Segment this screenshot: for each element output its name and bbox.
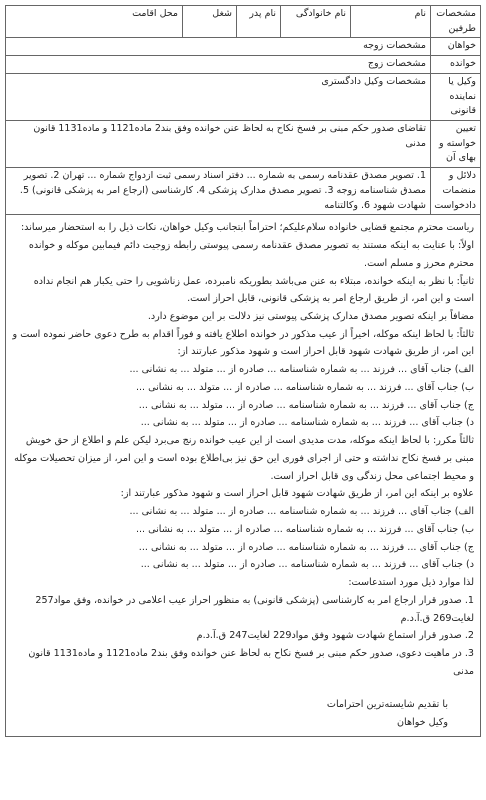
plaintiff-row [6,38,481,56]
witness-line: الف) جناب آقای ... فرزند ... به شماره شناسنامه ... صادره از ... متولد ... به نشانی ... [129,364,474,376]
closing-text: با تقدیم شایسته‌ترین احترامات [326,699,448,711]
signature-block [12,696,474,731]
signature-text: وکیل خواهان [397,717,448,729]
request-2: 2. صدور قرار استماع شهادت شهود وفق مواد229 لغایت247 ق.آ.د.م [196,630,474,642]
attorney-row [6,73,481,120]
witness-line: ج) جناب آقای ... فرزند ... به شماره شناسنامه ... صادره از ... متولد ... به نشانی ... [138,541,474,553]
requests-heading: لذا موارد ذیل مورد استدعاست: [348,577,474,589]
paragraph-5: ثالثاً مکرر: با لحاظ اینکه موکله، مدت مدیدی است از این عیب خوانده رنج می‌برد لیکن علم و اطلاع از حق خویش مبنی بر فسخ نکاح نداشته و حتی از اجرای فوری این حق نیز بی‌اطلاع بوده است و این امر، از میزان تحصیلات موکله و محیط اجتماعی محل زندگی وی قابل احراز است. [14,435,474,482]
paragraph-4: ثالثاً: با لحاظ اینکه موکله، اخیراً از عیب مذکور در خوانده اطلاع یافته و فوراً اقدام به طرح دعوی حاضر نموده است و این امر، از طریق شهادت شهود قابل احراز است و شهود مذکور عبارتند از: [12,328,474,358]
plaintiff-label: خواهان [431,38,481,56]
col-father-name: نام پدر [237,6,281,38]
request-3: 3. در ماهیت دعوی، صدور حکم مبنی بر فسخ نکاح به لحاظ عنن خوانده وفق بند2 ماده1121 و ماده1131 قانون مدنی [28,647,474,677]
claim-row [6,121,481,168]
evidence-label: دلائل و منضمات دادخواست [431,168,481,215]
paragraph-1: اولاً: با عنایت به اینکه مستند به تصویر مصدق عقدنامه رسمی پیوستی رابطه زوجیت دائم فیمابین موکله و خوانده محترم محرز و مسلم است. [28,240,474,269]
witness-line: د) جناب آقای ... فرزند ... به شماره شناسنامه ... صادره از ... متولد ... به نشانی ... [140,417,474,429]
petition-body [6,215,481,737]
evidence-value: 1. تصویر مصدق عقدنامه رسمی به شماره ... دفتر اسناد رسمی ثبت ازدواج شماره ... تهران 2. تصویر مصدق شناسنامه زوجه 3. تصویر مصدق مدارک پزشکی 4. کارشناسی (ارجاع امر به پزشکی قانونی) 5. شهادت شهود 6. وکالتنامه [6,168,431,215]
paragraph-6: علاوه بر اینکه این امر، از طریق شهادت شهود قابل احراز است و شهود مذکور عبارتند از: [120,488,474,500]
col-residence: محل اقامت [6,6,183,38]
col-last-name: نام خانوادگی [281,6,351,38]
parties-label: مشخصات طرفین [431,6,481,38]
parties-row [6,6,481,38]
paragraph-2: ثانیاً: با نظر به اینکه خوانده، مبتلاء به عنن می‌باشد بطوریکه نامبرده، عمل زناشویی را حتی یکبار هم انجام نداده است و این امر، از طریق ارجاع امر به پزشکی قانونی، قابل احراز است. [33,275,474,305]
plaintiff-value: مشخصات زوجه [6,38,431,56]
col-first-name: نام [351,6,431,38]
claim-value: تقاضای صدور حکم مبنی بر فسخ نکاح به لحاظ عنن خوانده وفق بند2 ماده1121 و ماده1131 قانون مدنی [6,121,431,168]
witness-line: ج) جناب آقای ... فرزند ... به شماره شناسنامه ... صادره از ... متولد ... به نشانی ... [138,399,474,411]
evidence-row [6,168,481,215]
defendant-value: مشخصات زوج [6,56,431,74]
witness-line: ب) جناب آقای ... فرزند ... به شماره شناسنامه ... صادره از ... متولد ... به نشانی ... [135,381,474,393]
petition-form [5,5,481,737]
intro-text: ریاست محترم مجتمع قضایی خانواده سلام‌علیکم؛ احتراماً ابتجانب وکیل خواهان، نکات ذیل را به استحضار میرساند: [20,222,474,234]
claim-label: تعیین خواسته و بهای آن [431,121,481,168]
defendant-row [6,56,481,74]
col-occupation: شغل [183,6,237,38]
witness-line: الف) جناب آقای ... فرزند ... به شماره شناسنامه ... صادره از ... متولد ... به نشانی ... [129,506,474,518]
paragraph-3: مضافاً بر اینکه تصویر مصدق مدارک پزشکی پیوستی نیز دلالت بر این موضوع دارد. [147,311,474,323]
attorney-value: مشخصات وکیل دادگستری [6,73,431,120]
body-row [6,215,481,737]
witness-line: د) جناب آقای ... فرزند ... به شماره شناسنامه ... صادره از ... متولد ... به نشانی ... [140,559,474,571]
defendant-label: خوانده [431,56,481,74]
request-1: 1. صدور قرار ارجاع امر به کارشناسی (پزشکی قانونی) به منظور احراز عیب اعلامی در خوانده، وفق مواد257 لغایت269 ق.آ.د.م [35,594,474,624]
attorney-label: وکیل یا نماینده قانونی [431,73,481,120]
witness-line: ب) جناب آقای ... فرزند ... به شماره شناسنامه ... صادره از ... متولد ... به نشانی ... [135,523,474,535]
